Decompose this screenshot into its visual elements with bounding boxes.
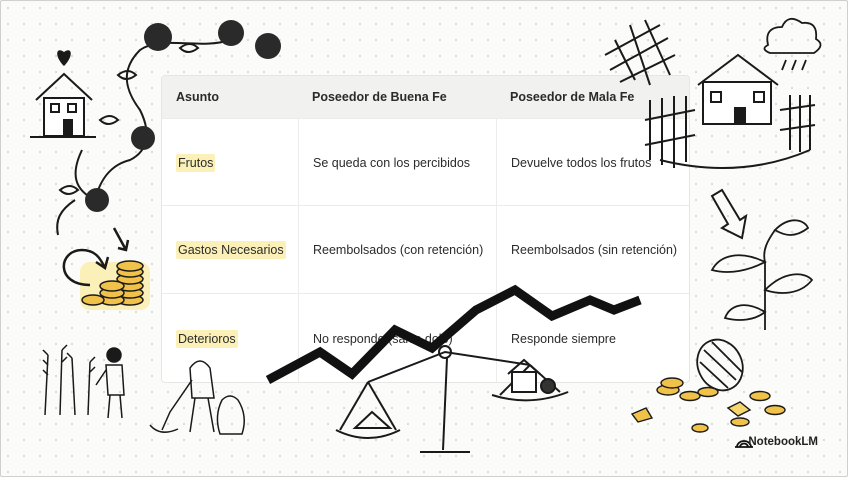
table-row bbox=[162, 205, 689, 294]
table-row bbox=[162, 293, 689, 383]
cell-good-faith: Se queda con los percibidos bbox=[298, 119, 496, 206]
cell-good-faith: Reembolsados (con retención) bbox=[298, 206, 496, 294]
cell-bad-faith: Responde siempre bbox=[496, 294, 689, 383]
table-row bbox=[162, 118, 689, 206]
header-subject: Asunto bbox=[176, 90, 220, 104]
brand-label bbox=[748, 436, 818, 448]
cell-bad-faith: Devuelve todos los frutos bbox=[496, 119, 689, 206]
table-header-row bbox=[162, 76, 689, 118]
brand-name: NotebookLM bbox=[748, 436, 818, 448]
row-subject-frutos: Frutos bbox=[178, 155, 214, 170]
row-subject-deterioros: Deterioros bbox=[178, 331, 236, 346]
cell-good-faith: No responde (salvo dolo) bbox=[298, 294, 496, 383]
cell-bad-faith: Reembolsados (sin retención) bbox=[496, 206, 689, 294]
header-bad-faith: Poseedor de Mala Fe bbox=[510, 90, 635, 104]
comparison-table bbox=[161, 75, 690, 383]
header-good-faith: Poseedor de Buena Fe bbox=[312, 90, 447, 104]
row-subject-gastos: Gastos Necesarios bbox=[178, 243, 284, 257]
